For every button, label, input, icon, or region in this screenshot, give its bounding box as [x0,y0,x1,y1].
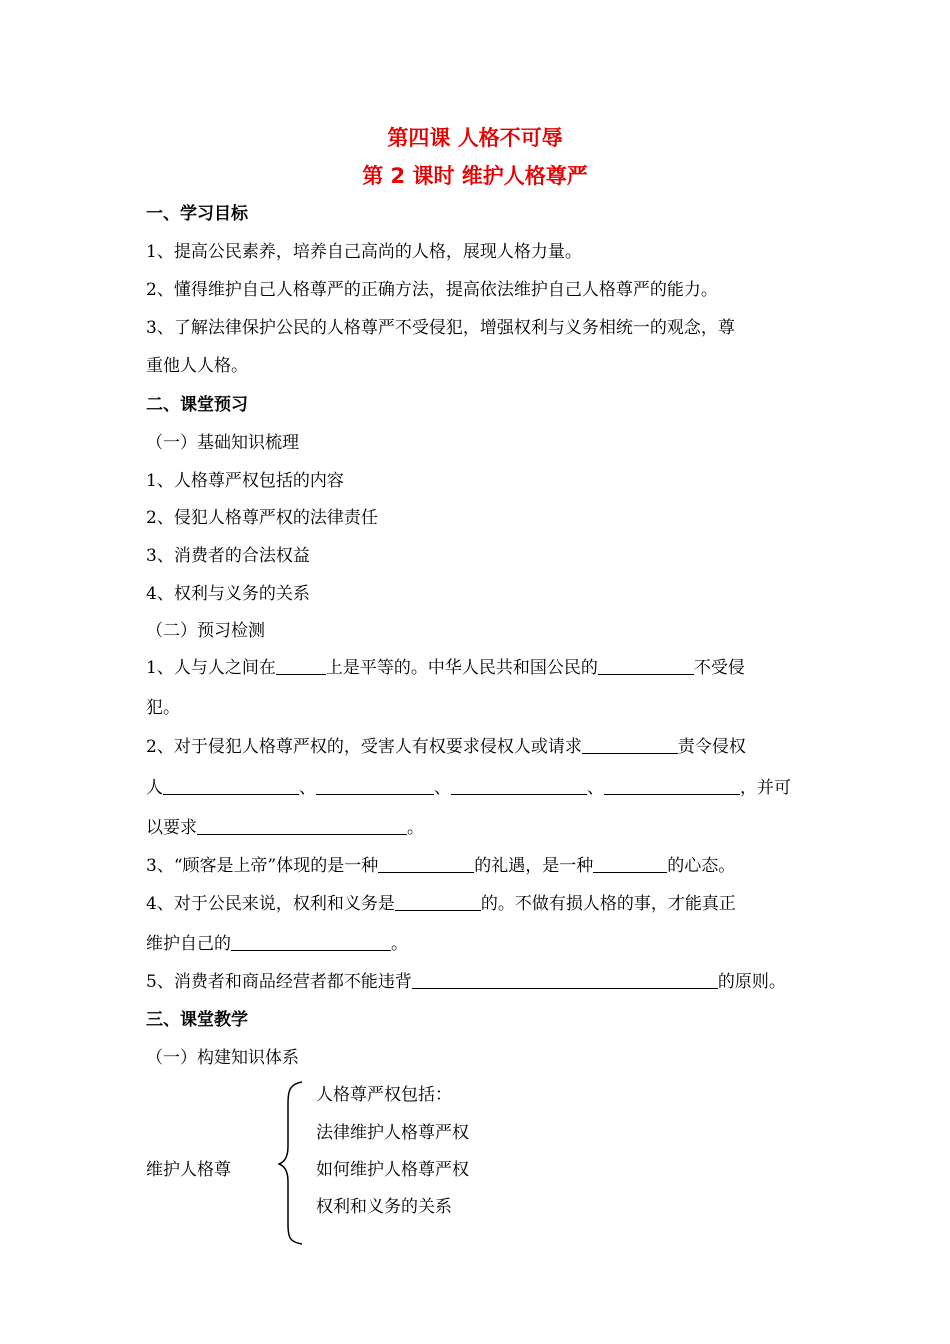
subsection-title: （一）构建知识体系 [146,1048,299,1068]
question-text: 责令侵权 [677,737,746,757]
question-text: 4、对于公民来说，权利和义务是 [146,894,395,914]
answer-blank[interactable] [582,736,678,754]
question-text: 3、“顾客是上帝”体现的是一种 [146,856,379,876]
question-5 [146,967,786,992]
question-4-continuation [146,929,408,954]
answer-blank[interactable] [593,855,667,873]
answer-blank[interactable] [451,777,587,795]
question-text: 。 [407,818,424,838]
knowledge-item: 2、侵犯人格尊严权的法律责任 [146,508,378,528]
question-2-continuation [146,813,424,838]
answer-blank[interactable] [395,893,481,911]
objective-item-continuation: 重他人人格。 [146,356,248,376]
section-heading-preview: 二、课堂预习 [146,395,248,415]
question-2-continuation [146,773,791,798]
question-text: 以要求 [146,818,197,838]
question-text: 。 [391,934,408,954]
question-text: 上是平等的。中华人民共和国公民的 [325,658,598,678]
question-text: 维护自己的 [146,934,231,954]
question-3 [146,851,735,876]
lesson-title: 第四课 人格不可辱 [387,126,563,150]
answer-blank[interactable] [378,855,474,873]
separator: 、 [434,778,451,798]
question-text: 人 [146,778,163,798]
curly-brace-icon [278,1080,308,1246]
subsection-title: （一）基础知识梳理 [146,433,299,453]
question-text: 的礼遇，是一种 [474,856,594,876]
question-1 [146,653,745,678]
question-text: 5、消费者和商品经营者都不能违背 [146,972,412,992]
answer-blank[interactable] [163,777,299,795]
knowledge-tree-branch: 法律维护人格尊严权 [316,1123,469,1143]
question-4 [146,889,736,914]
answer-blank[interactable] [316,777,434,795]
knowledge-item: 3、消费者的合法权益 [146,546,310,566]
objective-item: 3、了解法律保护公民的人格尊严不受侵犯，增强权利与义务相统一的观念，尊 [146,318,735,338]
section-heading-objectives: 一、学习目标 [146,204,248,224]
knowledge-item: 4、权利与义务的关系 [146,584,310,604]
question-1-continuation: 犯。 [146,698,180,718]
subsection-title: （二）预习检测 [146,621,265,641]
objective-item: 1、提高公民素养，培养自己高尚的人格，展现人格力量。 [146,242,582,262]
answer-blank[interactable] [598,657,694,675]
separator: 、 [299,778,316,798]
knowledge-tree-root: 维护人格尊 [146,1160,231,1180]
question-text: ，并可 [740,778,791,798]
question-text: 2、对于侵犯人格尊严权的，受害人有权要求侵权人或请求 [146,737,582,757]
question-text: 不受侵 [693,658,745,678]
knowledge-tree-branch: 如何维护人格尊严权 [316,1160,469,1180]
knowledge-tree-branch: 权利和义务的关系 [316,1197,452,1217]
answer-blank[interactable] [276,657,326,675]
knowledge-tree-branch: 人格尊严权包括： [316,1085,452,1105]
separator: 、 [587,778,604,798]
question-text: 的心态。 [667,856,736,876]
answer-blank[interactable] [197,817,407,835]
answer-blank[interactable] [231,933,391,951]
objective-item: 2、懂得维护自己人格尊严的正确方法，提高依法维护自己人格尊严的能力。 [146,280,718,300]
answer-blank[interactable] [412,971,718,989]
question-text: 1、人与人之间在 [146,658,276,678]
question-2 [146,732,746,757]
question-text: 的。不做有损人格的事，才能真正 [480,894,736,914]
section-heading-teaching: 三、课堂教学 [146,1010,248,1030]
lesson-subtitle: 第 2 课时 维护人格尊严 [362,164,588,188]
answer-blank[interactable] [604,777,740,795]
question-text: 的原则。 [717,972,786,992]
knowledge-item: 1、人格尊严权包括的内容 [146,471,344,491]
